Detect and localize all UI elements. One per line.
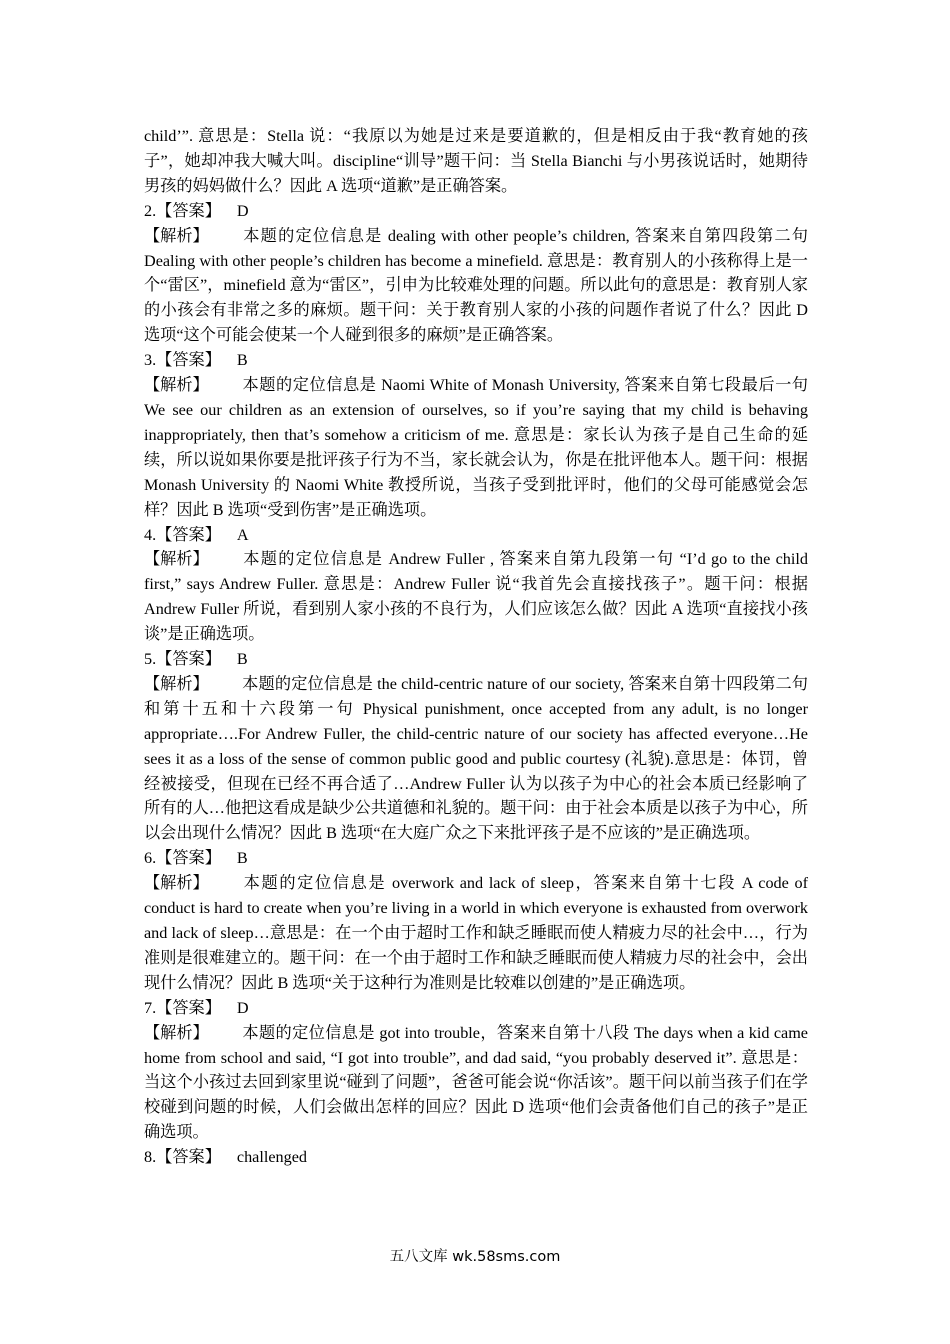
explanation-text: 本题的定位信息是 got into trouble，答案来自第十八段 The days when a kid came home from school and said, “I got into trouble”, and dad said, “you probably deserved it”. 意思是：当这个小孩过去回到家里说“碰到了问题”，爸爸可能会说“你活该”。题干问以前当孩子们在学校碰到问题的时候，人们会做出怎样的回应？因此 D 选项“他们会责备他们自己的孩子”是正确选项。 [144, 1023, 808, 1142]
answer-line [144, 199, 808, 224]
answer-value: D [236, 998, 249, 1017]
answer-label: 2.【答案】 [144, 201, 221, 220]
item-4 [144, 523, 808, 648]
explanation-paragraph [144, 1021, 808, 1146]
answer-line [144, 996, 808, 1021]
answer-line [144, 1145, 808, 1170]
explanation-paragraph [144, 672, 808, 846]
explanation-label: 【解析】 [144, 376, 209, 395]
page-footer: 五八文库 wk.58sms.com [389, 1249, 561, 1265]
item-8 [144, 1145, 808, 1170]
answer-label: 5.【答案】 [144, 650, 221, 669]
answer-line [144, 647, 808, 672]
answer-value: challenged [236, 1148, 307, 1167]
answer-value: B [236, 351, 248, 370]
item-2 [144, 199, 808, 348]
explanation-label: 【解析】 [144, 1023, 209, 1042]
answer-label: 8.【答案】 [144, 1148, 221, 1167]
answer-line [144, 523, 808, 548]
item-5 [144, 647, 808, 846]
answer-value: B [236, 650, 248, 669]
explanation-paragraph [144, 547, 808, 647]
explanation-paragraph [144, 373, 808, 522]
explanation-paragraph [144, 871, 808, 996]
item-3 [144, 348, 808, 522]
document-body [144, 124, 808, 1170]
answer-line [144, 348, 808, 373]
intro-paragraph: child’”. 意思是：Stella 说：“我原以为她是过来是要道歉的，但是相反由于我“教育她的孩子”，她却冲我大喊大叫。discipline“训导”题干问：当 Stella Bianchi 与小男孩说话时，她期待男孩的妈妈做什么？因此 A 选项“道歉”是正确答案。 [144, 127, 808, 195]
explanation-text: 本题的定位信息是 Andrew Fuller , 答案来自第九段第一句 “I’d go to the child first,” says Andrew Fuller. 意思是：Andrew Fuller 说“我首先会直接找孩子”。题干问：根据 Andrew Fuller 所说，看到别人家小孩的不良行为，人们应该怎么做？因此 A 选项“直接找小孩谈”是正确选项。 [144, 550, 808, 644]
answer-line [144, 846, 808, 871]
answer-value: A [236, 525, 249, 544]
item-7 [144, 996, 808, 1145]
item-6 [144, 846, 808, 995]
explanation-text: 本题的定位信息是 overwork and lack of sleep，答案来自第十七段 A code of conduct is hard to create when you’re living in a world in which everyone is exhausted from overwork and lack of sleep…意思是：在一个由于超时工作和缺乏睡眠而使人精疲力尽的社会中…，行为准则是很难建立的。题干问：在一个由于超时工作和缺乏睡眠而使人精疲力尽的社会中，会出现什么情况？因此 B 选项“关于这种行为准则是比较难以创建的”是正确选项。 [144, 874, 808, 992]
answer-label: 7.【答案】 [144, 998, 221, 1017]
explanation-label: 【解析】 [144, 874, 209, 893]
explanation-label: 【解析】 [144, 550, 209, 569]
answer-label: 6.【答案】 [144, 849, 221, 868]
explanation-text: 本题的定位信息是 the child-centric nature of our society, 答案来自第十四段第二句和第十五和十六段第一句 Physical punishment, once accepted from any adult, is no longer appropriate….For Andrew Fuller, the child-centric nature of our society has affected everyone…He sees it as a loss of the sense of common public good and public courtesy (礼貌).意思是：体罚，曾经被接受，但现在已经不再合适了…Andrew Fuller 认为以孩子为中心的社会本质已经影响了所有的人…他把这看成是缺少公共道德和礼貌的。题干问：由于社会本质是以孩子为中心，所以会出现什么情况？因此 B 选项“在大庭广众之下来批评孩子是不应该的”是正确选项。 [144, 674, 808, 843]
explanation-text: 本题的定位信息是 dealing with other people’s children, 答案来自第四段第二句 Dealing with other people’s children has become a minefield. 意思是：教育别人的小孩称得上是一个“雷区”，minefield 意为“雷区”，引申为比较难处理的问题。所以此句的意思是：教育别人家的小孩会有非常之多的麻烦。题干问：关于教育别人家的小孩的问题作者说了什么？因此 D 选项“这个可能会使某一个人碰到很多的麻烦”是正确答案。 [144, 226, 808, 345]
answer-label: 3.【答案】 [144, 351, 221, 370]
answer-value: D [236, 201, 249, 220]
explanation-label: 【解析】 [144, 674, 209, 693]
explanation-text: 本题的定位信息是 Naomi White of Monash University, 答案来自第七段最后一句 We see our children as an extension of ourselves, so if you’re saying that my child is behaving inappropriately, then that’s somehow a criticism of me. 意思是：家长认为孩子是自己生命的延续，所以说如果你要是批评孩子行为不当，家长就会认为，你是在批评他本人。题干问：根据 Monash University 的 Naomi White 教授所说，当孩子受到批评时，他们的父母可能感觉会怎样？因此 B 选项“受到伤害”是正确选项。 [144, 376, 808, 519]
answer-label: 4.【答案】 [144, 525, 221, 544]
answer-value: B [236, 849, 248, 868]
explanation-paragraph [144, 224, 808, 349]
explanation-label: 【解析】 [144, 226, 209, 245]
